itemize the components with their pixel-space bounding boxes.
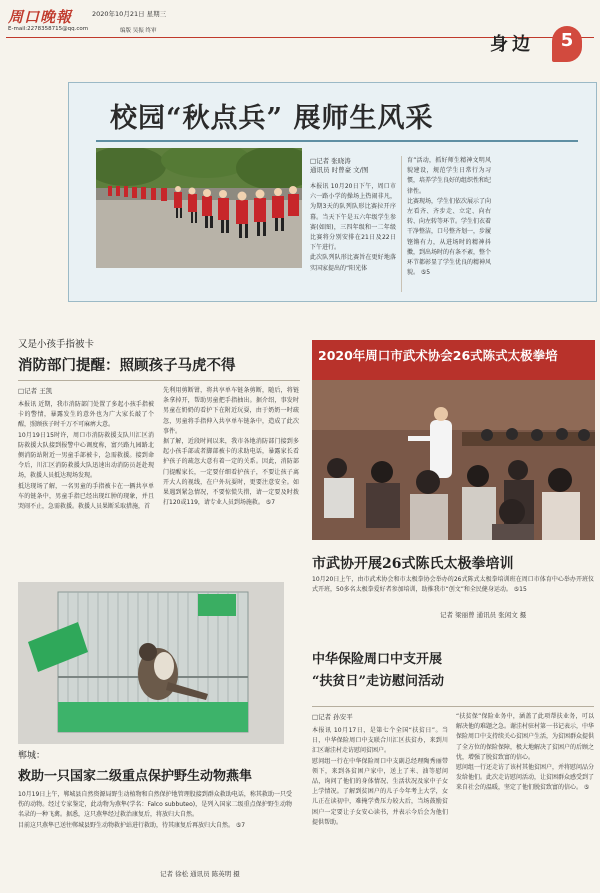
top-article-title: 校园“秋点兵” 展师生风采 [110, 103, 434, 134]
insurance-article-byline: □记者 孙安平 [312, 713, 353, 721]
fire-article-col2: 先利用剪断钳，将共享单车链条剪断，随后，将链条拿掉开，帮助男童把手指抽出。据介绍，事发时男童在奶奶的看护下在附近玩耍，由于奶奶一时疏忽，男童将手指伸入共享单车链条中，造成了此次事件。 据了解，近段时间以来，我市各地消防部门接到多起小孩手部或者脚部被卡的求助电话，暴露家长看护孩子的疏忽大意有着一定的关系。因此，消防部门提醒家长，一定要仔细看护孩子，不要让孩子离开大人的视线，在户外玩耍时，更要注意安全。如果遇到紧急情况，不要惊慌失措，请一定要及时拨打120或119，请专业人员到场施救。 ⑤7 [163, 387, 299, 507]
top-article-byline: □记者 张晓涛 通讯员 时曾豪 文/图 [310, 157, 369, 174]
insurance-title-rule [312, 706, 594, 707]
page-number-badge: 5 [552, 26, 582, 62]
fire-article-byline: □记者 王凯 [18, 387, 53, 395]
column-rule [401, 156, 402, 292]
bird-photo-credit: 记者 徐松 通讯员 陈英明 摄 [160, 870, 240, 878]
insurance-title-line2: “扶贫日”走访慰问活动 [312, 674, 444, 689]
kestrel-cage-illustration [18, 582, 284, 744]
top-article-col1: 本报讯 10月20日下午，周口市六一路小学的操场上热闹非凡，为期3天的队列队形比赛拉开序幕。当天下午是五六年级学生参赛(如图)，三四年级和一二年级比赛将分别安排在21日及22日下午进行。 此次队列队形比赛旨在更好地落实国家提出的“阳光体 [310, 183, 396, 272]
top-article-col2: 育”活动，抓好师生精神文明风貌建设，规范学生日常行为习惯，培养学生良好的组织性和纪律性。 比赛现场，学生们依次展示了向左看齐、齐步走、立定、向右转、向左转等环节。学生们衣着干净整洁，口号整齐划一，步履铿锵有力，从进场时的精神抖擞，到出场时的有条不紊，整个环节都彰显了学生优良的精神风貌。 ⑤5 [407, 157, 491, 277]
taichi-banner-text: 2020年周口市武术协会26式陈式太极拳培 [318, 348, 558, 363]
taichi-article-title: 市武协开展26式陈氏太极拳培训 [312, 556, 514, 572]
contact-email: E-mail:2278358715@qq.com [8, 26, 89, 32]
students-drill-photo [96, 148, 302, 268]
title-rule [96, 140, 578, 142]
bird-article-kicker: 郸城： [18, 751, 46, 761]
insurance-article-col2: “扶贫保”保险业务中，涵盖了此项帮扶业务，可以解决他的难题之急。谢洼村驻村第一书记表示，中华保险周口中支持续关心贫困户生活，为贫困群众提供了全方位的保险保障，极大地解决了贫困户的后顾之忧，增强了脱贫致富的信心。 慰问组一行还走访了该村其他贫困户，并将慰问品分发给他们。此次走访慰问活动，让贫困群众感受到了来自社会的温暖，坚定了他们脱贫致富的信心。 ⑤ [456, 713, 594, 792]
kestrel-cage-photo [18, 582, 284, 744]
editor-line: 编版 吴振 终审 [120, 28, 157, 34]
fire-title-rule [18, 380, 300, 381]
taichi-article-body: 10月20日上午，由市武术协会和市太极拳协会举办的26式陈式太极拳培训班在周口市体育中心举办开班仪式开班，50多名太极拳爱好者参加培训，助推我市“创文”和全民健身运动。 ⑤15 [312, 576, 594, 594]
taichi-photo-credit: 记者 梁丽曾 通讯员 张闲文 摄 [440, 611, 527, 619]
fire-article-title: 消防部门提醒：照顾孩子马虎不得 [18, 357, 236, 374]
issue-date: 2020年10月21日 星期三 [92, 10, 167, 18]
insurance-title-line1: 中华保险周口中支开展 [312, 652, 443, 667]
bird-article-title: 救助一只国家二级重点保护野生动物燕隼 [18, 769, 253, 784]
insurance-article-col1: 本报讯 10月17日，是第七个全国“扶贫日”。当日，中华保险周口中支联合川汇区扶贫办，来到川汇区谢洼村走访慰问贫困户。 慰问组一行在中华保险周口中支副总经理陶秀丽带领下，来到各贫困户家中，送上了米、油等慰问品，询问了他们的身体情况、生活状况及家中子女上学情况。了解到贫困户的儿子今年考上大学，女儿正在读初中，难掩学费压力较大后，当场鼓励贫困户一定要让子女安心读书，并表示今后会为他们提供帮助。 [312, 727, 448, 826]
section-title: 身边 [490, 34, 534, 55]
masthead: 周口晚報 [8, 8, 73, 26]
taichi-training-illustration [312, 340, 595, 540]
students-drill-illustration [96, 148, 302, 268]
fire-article-col1: 本报讯 近期，我市消防部门处置了多起小孩手指被卡的警情，暴露发生的意外也为广大家长敲了个醒，照顾孩子时千万不可麻痹大意。 10月19日15时许，周口市消防救援支队川汇区消防救援大队接到报警中心调度称，富兴路九园路北侧消防站附近一男童手部被卡，急需救援。接到命令后，川汇区消防救援大队迅速出动消防员赶赴现场，救援人员抵达现场发现。 抵达现场了解，一名男童的手指被卡在一辆共享单车的链条中，男童手指已经出现红肿的现象，并且哭闹不止，急需救援。救援人员果断采取措施，首 [18, 401, 154, 511]
bird-article-body: 10月19日上午，郸城县自然资源局野生动植物和自然保护地管理股接到群众救助电话，称其救助一只受伤的动物。经过专家鉴定，此动物为燕隼(学名：Falco subbuteo)，是列入国家二级重点保护野生动物名录的一种飞禽。据悉，这只燕隼经过救治康复后，将放归大自然。 目前这只燕隼已送往郸城县野生动物救护站进行救助，待其康复后再放归大自然。 ⑤7 [18, 791, 292, 829]
taichi-training-photo [312, 340, 595, 540]
fire-article-kicker: 又是小孩手指被卡 [18, 339, 95, 350]
